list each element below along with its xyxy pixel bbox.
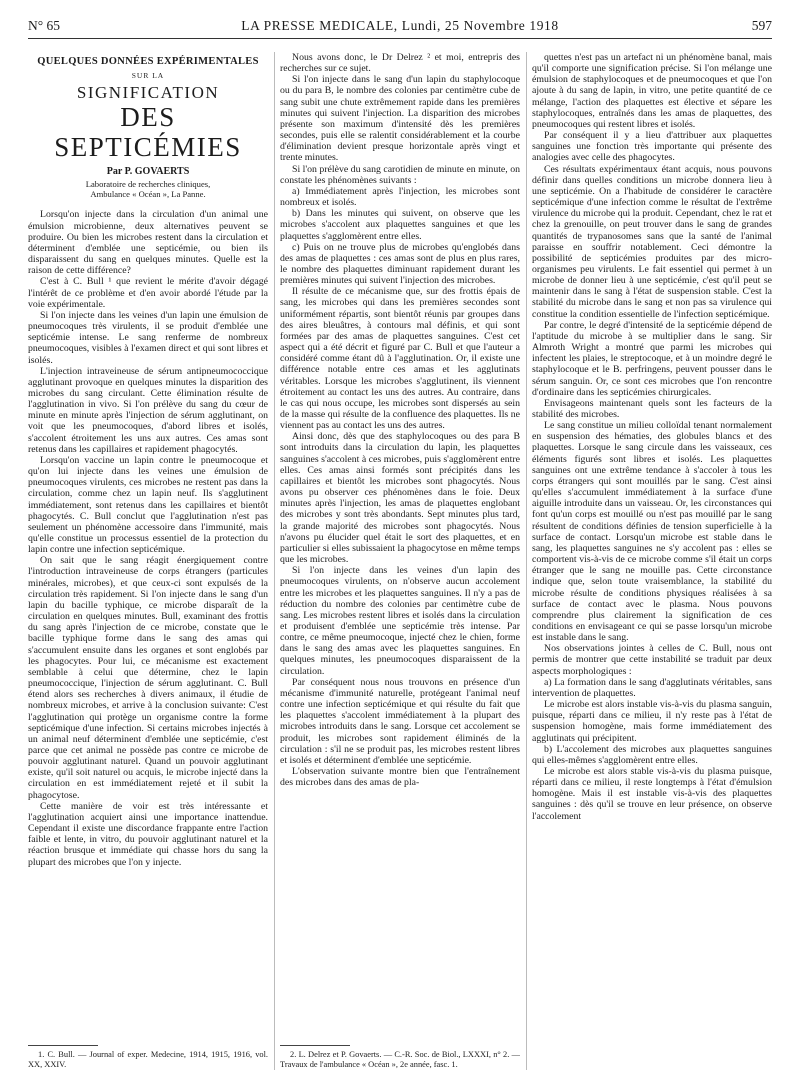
column-1-footnotes — [28, 1039, 268, 1070]
paragraph: L'observation suivante montre bien que l'entraînement des microbes dans des amas de pla- — [280, 766, 520, 789]
article-title-line-1: SIGNIFICATION — [76, 83, 220, 103]
paragraph: b) Dans les minutes qui suivent, on observe que les microbes s'accolent aux plaquettes sanguines et que les plaquettes s'agglomèrent entre elles. — [280, 208, 520, 242]
paragraph: c) Puis on ne trouve plus de microbes qu'englobés dans des amas de plaquettes : ces amas sont de plus en plus rares, le nombre des plaquettes diminuant rapidement durant les premières minutes qui suivent l'injection des microbes. — [280, 241, 520, 287]
column-1 — [28, 52, 268, 1070]
column-3-body — [532, 52, 772, 822]
paragraph: Nos observations jointes à celles de C. Bull, nous ont permis de montrer que cette instabilité se traduit par deux aspects morphologiques : — [532, 643, 772, 677]
paragraph: Lorsqu'on vaccine un lapin contre le pneumocoque et qu'on lui injecte dans les veines une émulsion de pneumocoques virulents, ces microbes ne restent pas dans la circulation, comme chez un lapin neuf. Ils s'agglutinent immédiatement, sont retenus dans les capillaires et bientôt phagocytés. C. Bull conclut que l'agglutination n'est pas seulement un phénomène accessoire dans l'immunité, mais qu'elle constitue un processus essentiel de la protection du lapin contre une infection septicémique. — [28, 454, 268, 556]
paragraph: On sait que le sang réagit énergiquement contre l'introduction intraveineuse de corps étrangers (particules minérales, microbes), et que ceux-ci sont expulsés de la circulation très rapidement. Si l'on injecte dans le sang d'un lapin du bacille typhique, ce microbe disparaît de la circulation en quelques minutes. Bull, examinant des frottis du sang après l'injection de ce microbe, constate que le bacille typhique forme dans le sang des amas qui s'accumulent ensuite dans les organes et sont englobés par les phagocytes. Pour lui, ce mécanisme est exactement semblable à celui que détermine, chez le lapin pneumococcique, l'injection de sérum agglutinant. C. Bull étend alors ses recherches à divers animaux, il étudie de nombreux microbes, et arrive à la conclusion suivante: C'est l'agglutination qui protège un organisme contre la forme septicémique d'une infection. Si certains microbes injectés à un animal neuf déterminent d'emblée une septicémie, c'est parce que cet animal ne possède pas contre ce microbe de pouvoir agglutinant naturel. Quand un pouvoir agglutinant existe, qu'il soit naturel ou acquis, le microbe injecté dans la circulation en est immédiatement rejeté et il subit la phagocytose. — [28, 555, 268, 801]
page-header — [28, 14, 772, 40]
paragraph: Lorsqu'on injecte dans la circulation d'un animal une émulsion microbienne, deux alternatives peuvent se produire. Ou bien les microbes restent dans la circulation et déterminent d'emblée une septicémie, ou bien ils disparaissent du sang en quelques minutes. Quelle est la raison de cette différence? — [28, 209, 268, 277]
column-2-body — [280, 52, 520, 788]
paragraph: L'injection intraveineuse de sérum antipneumococcique agglutinant provoque en quelques minutes la disparition des microbes du sang circulant. Cette élimination résulte de l'agglutination in vivo. Si l'on prélève du sang du cœur de minute en minute après l'injection de sérum agglutinant, on voit que les pneumocoques, d'abord libres et isolés, s'accolent étroitement les uns aux autres. Ces amas sont retenus dans les capillaires et rapidement phagocytés. — [28, 365, 268, 455]
footnote-rule — [280, 1045, 350, 1046]
column-3 — [532, 52, 772, 1070]
footnote-1: 1. C. Bull. — Journal of exper. Medecine, 1914, 1915, 1916, vol. XX, XXIV. — [28, 1050, 268, 1069]
paragraph: Par conséquent nous nous trouvons en présence d'un mécanisme d'immunité naturelle, protégeant l'animal neuf contre une infection septicémique et qui résulte du fait que les plaquettes s'accolent immédiatement à la plupart des microbes introduits dans le sang. Lorsque cet accolement se produit, les microbes sont rapidement éliminés de la circulation : s'il ne se produit pas, les microbes restent libres et isolés et déterminent d'emblée une septicémie. — [280, 676, 520, 766]
article-title-line-2: DES SEPTICÉMIES — [54, 102, 242, 163]
paragraph: Si l'on injecte dans le sang d'un lapin du staphylocoque ou du para B, le nombre des colonies par centimètre cube de sang subit une chute extrêmement rapide dans les premières minutes qui suivent l'injection. La disparition des microbes présente son maximum d'intensité dès les premières secondes, puis elle se ralentit considérablement et la courbe d'élimination devient presque horizontale après vingt et trente minutes. — [280, 74, 520, 164]
paragraph: a) Immédiatement après l'injection, les microbes sont nombreux et isolés. — [280, 185, 520, 209]
paragraph: Le microbe est alors stable vis-à-vis du plasma puisque, réparti dans ce milieu, il reste longtemps à l'état d'émulsion homogène. Mais il est instable vis-à-vis des plaquettes sanguines : dès qu'il se trouve en leur présence, on observe l'accolement — [532, 766, 772, 822]
article-author: Par P. GOVAERTS — [106, 166, 190, 178]
page-number: 597 — [751, 18, 772, 33]
column-divider-2 — [526, 52, 527, 1070]
paragraph: Si l'on injecte dans les veines d'un lapin des pneumocoques virulents, on n'observe aucun accolement entre les microbes et les plaquettes sanguines. Il n'y a pas de réduction du nombre des colonies par centimètre cube de sang. Les microbes restent libres et isolés dans la circulation et produisent d'emblée une septicémie très intense. Par contre, ce même pneumocoque, injecté chez le chien, forme dans le sang des amas avec les plaquettes sanguines. En quelques minutes, les pneumocoques disparaissent de la circulation. — [280, 565, 520, 677]
journal-running-head: LA PRESSE MEDICALE, Lundi, 25 Novembre 1918 — [241, 18, 559, 33]
paragraph: quettes n'est pas un artefact ni un phénomène banal, mais qu'il comporte une signification précise. Si l'on mélange une émulsion de staphylocoques et de pneumocoques et que l'on ajoute à du sang de lapin, in vitro, une petite quantité de ce mélange, l'action des plaquettes est élective et sépare les staphylocoques, entraînés dans les amas de plaquettes, des pneumocoques qui restent libres et isolés. — [532, 52, 772, 130]
footnote-rule — [28, 1045, 98, 1046]
paragraph: Ces résultats expérimentaux étant acquis, nous pouvons définir dans quelles conditions un microbe donnera lieu à une septicémie. On a l'habitude de considérer le caractère septicémique d'une infection comme le résultat de l'extrême virulence du microbe qui la produit. Cependant, chez le rat et chez la grenouille, on peut trouver dans le sang de grandes quantités de trypanosomes sans que la santé de l'animal paraisse en souffrir notablement. Ceci démontre la possibilité de septicémies produites par des micro-organismes peu virulents. Le fait essentiel qui permet à un microbe de donner lieu à une septicémie, c'est qu'il peut se maintenir dans le sang à l'état de suspension stable. C'est la stabilité du microbe dans le sang et non pas sa virulence qui constitue la condition essentielle de l'infection septicémique. — [532, 163, 772, 320]
column-2 — [280, 52, 520, 1070]
footnote-2: 2. L. Delrez et P. Govaerts. — C.-R. Soc. de Biol., LXXXI, n° 2. — Travaux de l'ambulance « Océan », 2e année, fasc. 1. — [280, 1050, 520, 1069]
affiliation-line-1: Laboratoire de recherches cliniques, — [85, 179, 211, 190]
paragraph: Nous avons donc, le Dr Delrez ² et moi, entrepris des recherches sur ce sujet. — [280, 52, 520, 75]
column-divider-1 — [274, 52, 275, 1070]
issue-number: N° 65 — [28, 18, 61, 33]
article-overtitle: QUELQUES DONNÉES EXPÉRIMENTALES — [37, 56, 259, 67]
header-rule — [28, 38, 772, 39]
paragraph: C'est à C. Bull ¹ que revient le mérite d'avoir dégagé l'intérêt de ce problème et d'en avoir abordé l'étude par la voie expérimentale. — [28, 276, 268, 310]
article-sur: SUR LA — [131, 71, 165, 81]
paragraph: Ainsi donc, dès que des staphylocoques ou des para B sont introduits dans la circulation du lapin, les plaquettes sanguines s'accolent à ces microbes, puis s'agglomèrent entre elles. Ces amas ainsi formés sont précipités dans les capillaires et bientôt les microbes sont phagocytés. Nous avons pu observer ces phénomènes dans le foie. Deux minutes après l'injection, les amas de plaquettes englobant des microbes y sont très abondants. Sept minutes plus tard, la grande majorité des microbes sont phagocytés. Nous n'avons pu élucider quel était le sort des plaquettes, et en particulier si elles subissaient la phagocytose en même temps que les microbes. — [280, 431, 520, 566]
paragraph: Il résulte de ce mécanisme que, sur des frottis épais de sang, les microbes qui dans les premières secondes sont uniformément répartis, sont bientôt réunis par groupes dans des aires bleuâtres, à contours mal définis, et qui sont formées par des amas de plaquettes sanguines. C'est cet aspect qui a été décrit et figuré par C. Bull et que l'auteur a considéré comme étant dû à l'agglutination. Or, il existe une différence notable entre ces amas et les agglutinats véritables. Lorsque les microbes s'agglutinent, ils viennent étroitement au contact les uns des autres. Au contraire, dans le cas qui nous occupe, les microbes sont dispersés au sein de la masse qui résulte de la confluence des plaquettes. Ils ne viennent pas au contact les uns des autres. — [280, 286, 520, 432]
paragraph: Par contre, le degré d'intensité de la septicémie dépend de l'aptitude du microbe à se multiplier dans le sang. Sir Almroth Wright a montré que parmi les microbes qui infectent les plaies, le streptocoque, et à un moindre degré le staphylocoque et le B. perfringens, peuvent pousser dans le sérum sanguin. Or, ce sont ces microbes que l'on rencontre d'ordinaire dans les septicémies chirurgicales. — [532, 319, 772, 398]
paragraph: Cette manière de voir est très intéressante et l'agglutination acquiert ainsi une importance inattendue. Cependant il existe une discordance frappante entre l'action faible et lente, in vitro, du pouvoir agglutinant naturel et la réaction brusque et immédiate qui chasse hors du sang la plupart des microbes que l'on y injecte. — [28, 800, 268, 868]
paragraph: Envisageons maintenant quels sont les facteurs de la stabilité des microbes. — [532, 397, 772, 420]
affiliation-line-2: Ambulance « Océan », La Panne. — [90, 189, 206, 200]
paragraph: b) L'accolement des microbes aux plaquettes sanguines qui elles-mêmes s'agglomèrent entre elles. — [532, 743, 772, 766]
paragraph: Si l'on injecte dans les veines d'un lapin une émulsion de pneumocoques très virulents, il se produit d'emblée une septicémie intense. Le sang renferme de nombreux pneumocoques, visibles à l'examen direct et qui sont libres et isolés. — [28, 309, 268, 366]
paragraph: Le microbe est alors instable vis-à-vis du plasma sanguin, puisque, réparti dans ce milieu, il n'y reste pas à l'état de suspension homogène, mais forme immédiatement des agglutinats qui précipitent. — [532, 699, 772, 744]
paragraph: a) La formation dans le sang d'agglutinats véritables, sans intervention de plaquettes. — [532, 676, 772, 699]
article-affiliation — [28, 179, 268, 199]
paragraph: Le sang constitue un milieu colloïdal tenant normalement en suspension des hématies, des globules blancs et des plaquettes. Lorsque le sang circule dans les vaisseaux, ces éléments figurés sont libres et isolés. Les plaquettes sanguines ont une extrême tendance à s'accoler à tous les corps étrangers qui sont mouillés par le sang. C'est ainsi qu'elles s'accumulent immédiatement à la surface d'une aiguille introduite dans un vaisseau. Or, les circonstances qui font qu'un corps est mouillé ou n'est pas mouillé par le sang résultent de conditions définies de tension superficielle à la surface de contact. Lorsqu'un microbe est stable dans le sang, les plaquettes sanguines ne s'y accolent pas : elles se comportent vis-à-vis de ce microbe comme s'il était un corps étranger que le sang ne mouille pas. Cette circonstance indique que, selon toute vraisemblance, la stabilité du microbe résulte de conditions physiques réalisées à sa surface de contact avec le plasma. Nous pouvons comprendre plus clairement la signification de ces conditions en envisageant ce qui se passe lorsqu'un microbe est instable dans le sang. — [532, 420, 772, 644]
column-1-body — [28, 209, 268, 867]
column-2-footnotes — [280, 1039, 520, 1070]
paragraph: Si l'on prélève du sang carotidien de minute en minute, on constate les phénomènes suivants : — [280, 163, 520, 186]
paragraph: Par conséquent il y a lieu d'attribuer aux plaquettes sanguines une fonction très importante qui présente des analogies avec celle des phagocytes. — [532, 130, 772, 164]
